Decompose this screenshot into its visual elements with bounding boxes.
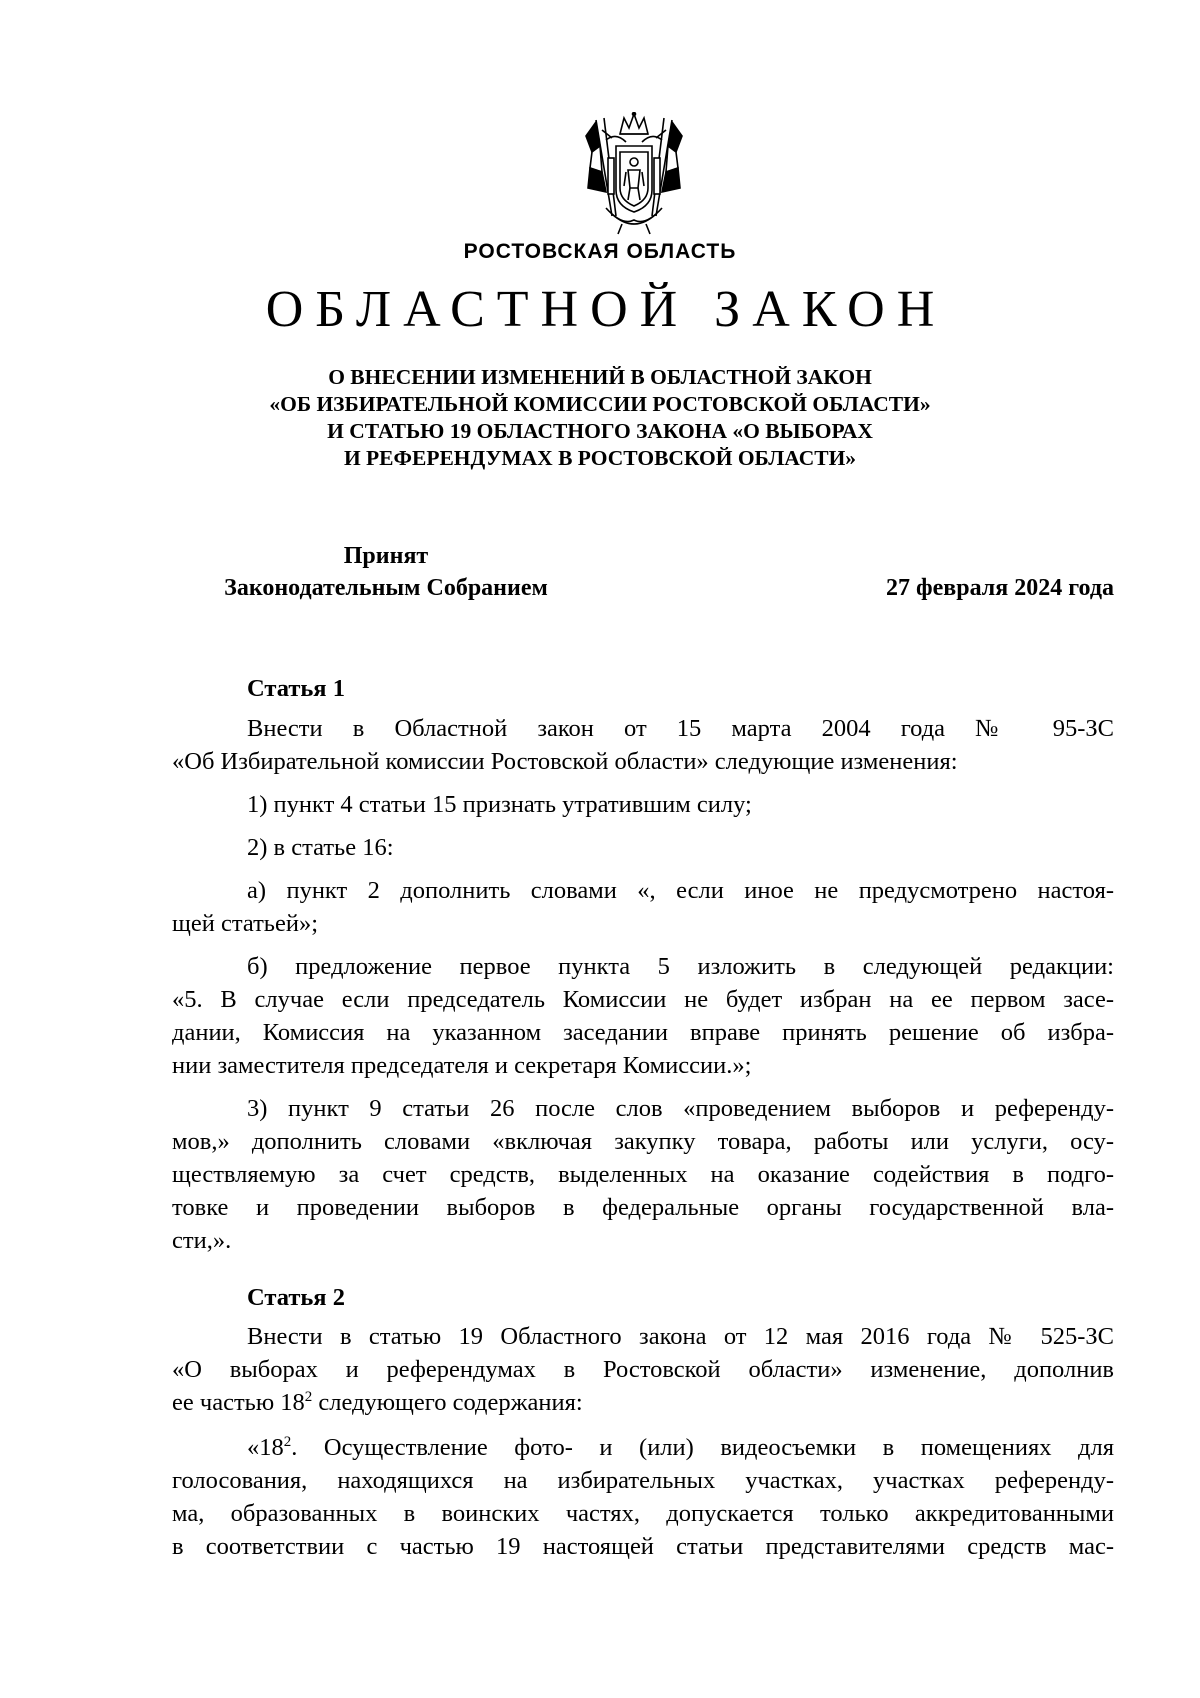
- adoption-body: [176, 540, 596, 604]
- text-line: сти,».: [172, 1227, 232, 1254]
- text-line: «5. В случае если председатель Комиссии не будет избран на ее первом засе-: [172, 986, 1114, 1013]
- article-2-heading: Статья 2: [247, 1284, 345, 1311]
- coat-of-arms-emblem: [582, 112, 686, 236]
- text-line: товке и проведении выборов в федеральные органы государственной вла-: [172, 1194, 1114, 1221]
- text-line: б) предложение первое пункта 5 изложить в следующей редакции:: [247, 953, 1114, 980]
- article-1-item-3: [172, 1092, 1114, 1257]
- text-line: щей статьей»;: [172, 910, 319, 937]
- article-1-heading: Статья 1: [247, 675, 345, 702]
- article-2-paragraph-1: [172, 1320, 1114, 1419]
- text-line: мов,» дополнить словами «включая закупку товара, работы или услуги, осу-: [172, 1128, 1114, 1155]
- adoption-line-1: Принят: [343, 543, 429, 569]
- text-line: Внести в статью 19 Областного закона от 12 мая 2016 года № 525-ЗС: [247, 1323, 1114, 1350]
- law-type-title: ОБЛАСТНОЙ ЗАКОН: [265, 281, 947, 338]
- article-1-item-2a: [172, 874, 1114, 940]
- text-line: а) пункт 2 дополнить словами «, если иное не предусмотрено настоя-: [247, 877, 1114, 904]
- article-1-item-2b: [172, 950, 1114, 1082]
- text-line: дании, Комиссия на указанном заседании вправе принять решение об избра-: [172, 1019, 1114, 1046]
- article-1-item-2: [172, 831, 1114, 864]
- text-line: Внести в Областной закон от 15 марта 2004 года № 95-ЗС: [247, 715, 1114, 742]
- text-line: «Об Избирательной комиссии Ростовской области» следующие изменения:: [172, 748, 958, 775]
- article-1-item-1: [172, 788, 1114, 821]
- text-fragment: следующего содержания:: [312, 1389, 583, 1416]
- superscript: 2: [304, 1388, 313, 1405]
- text-line: ществляемую за счет средств, выделенных на оказание содействия в подго-: [172, 1161, 1114, 1188]
- text-fragment: «18: [247, 1434, 284, 1461]
- text-line: [172, 1431, 1114, 1464]
- text-line: ма, образованных в воинских частях, допускается только аккредитованными: [172, 1500, 1114, 1527]
- text-line: 2) в статье 16:: [247, 834, 394, 861]
- superscript: 2: [283, 1433, 292, 1450]
- law-title: [0, 364, 1200, 472]
- text-fragment: . Осуществление фото- и (или) видеосъемки в помещениях для: [291, 1434, 1114, 1461]
- adoption-date: 27 февраля 2024 года: [886, 575, 1114, 601]
- law-title-line: И РЕФЕРЕНДУМАХ В РОСТОВСКОЙ ОБЛАСТИ»: [343, 446, 857, 470]
- law-title-line: «ОБ ИЗБИРАТЕЛЬНОЙ КОМИССИИ РОСТОВСКОЙ ОБЛАСТИ»: [269, 392, 931, 416]
- adoption-line-2: Законодательным Собранием: [224, 575, 548, 601]
- text-line: «О выборах и референдумах в Ростовской области» изменение, дополнив: [172, 1356, 1114, 1383]
- text-line: [172, 1386, 1114, 1419]
- text-line: 1) пункт 4 статьи 15 признать утратившим силу;: [247, 791, 752, 818]
- article-2-paragraph-2: [172, 1431, 1114, 1563]
- region-name: РОСТОВСКАЯ ОБЛАСТЬ: [463, 240, 737, 263]
- article-1-paragraph-1: [172, 712, 1114, 778]
- text-line: нии заместителя председателя и секретаря Комиссии.»;: [172, 1052, 752, 1079]
- text-line: голосования, находящихся на избирательных участках, участках референду-: [172, 1467, 1114, 1494]
- text-fragment: ее частью 18: [172, 1389, 305, 1416]
- text-line: 3) пункт 9 статьи 26 после слов «проведением выборов и референду-: [247, 1095, 1114, 1122]
- text-line: в соответствии с частью 19 настоящей статьи представителями средств мас-: [172, 1533, 1114, 1560]
- law-title-line: О ВНЕСЕНИИ ИЗМЕНЕНИЙ В ОБЛАСТНОЙ ЗАКОН: [328, 365, 872, 389]
- law-title-line: И СТАТЬЮ 19 ОБЛАСТНОГО ЗАКОНА «О ВЫБОРАХ: [327, 419, 873, 443]
